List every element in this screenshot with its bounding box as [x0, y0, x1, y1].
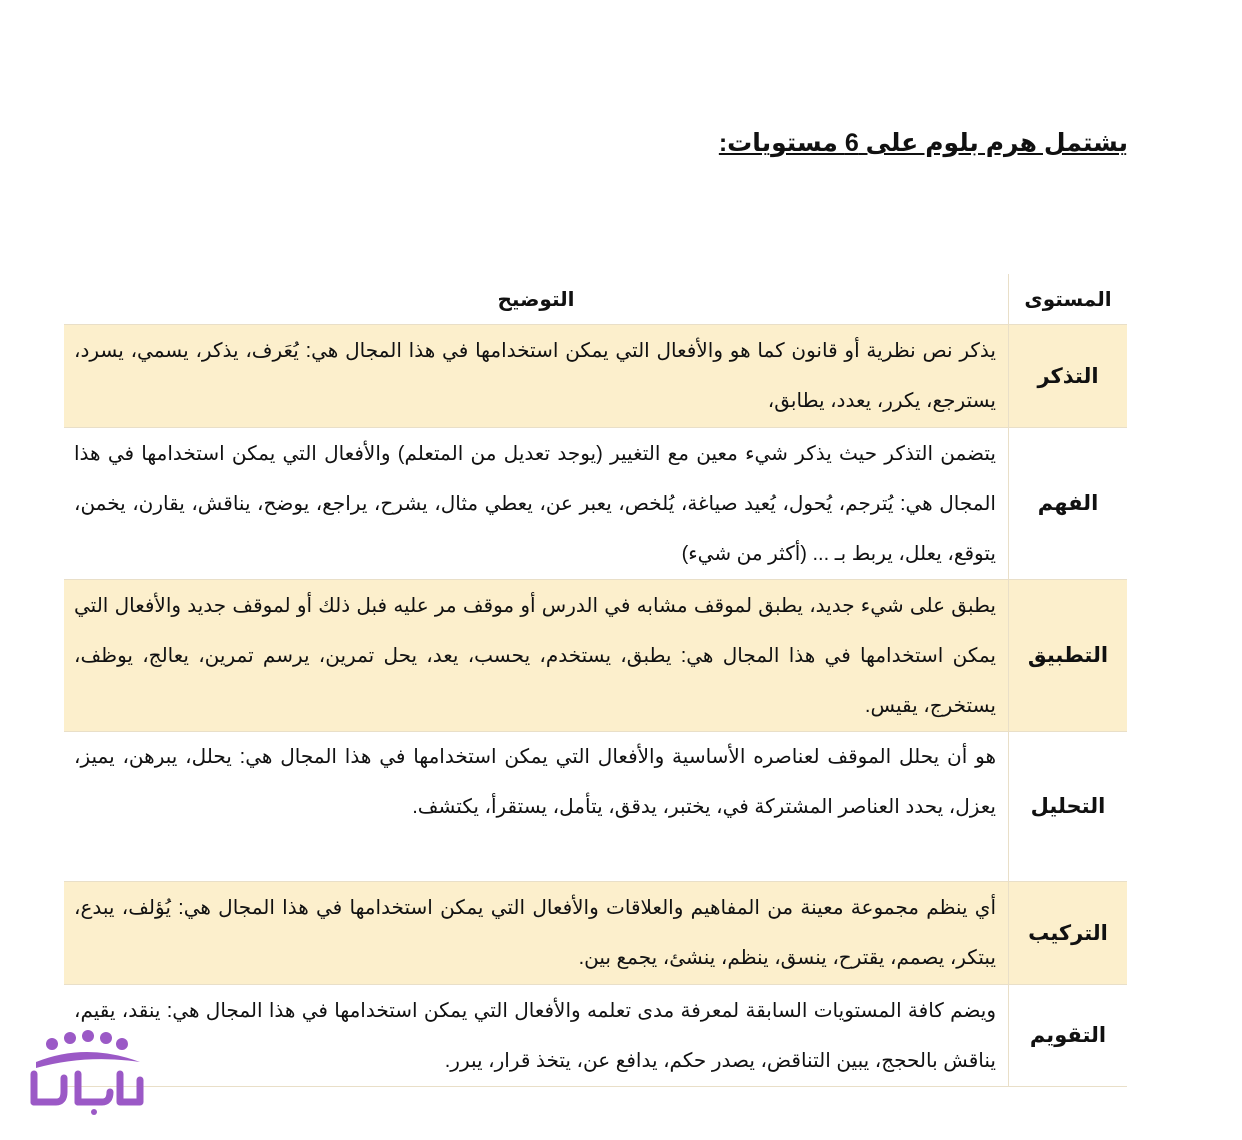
table-header-row	[64, 274, 1127, 325]
header-level: المستوى	[1009, 274, 1128, 325]
level-description: يذكر نص نظرية أو قانون كما هو والأفعال التي يمكن استخدامها في هذا المجال هي: يُعَرف، يذكر، يسمي، يسرد، يسترجع، يكرر، يعدد، يطابق،	[64, 325, 1009, 428]
level-name: التذكر	[1009, 325, 1128, 428]
level-name: التركيب	[1009, 882, 1128, 985]
level-description: أي ينظم مجموعة معينة من المفاهيم والعلاقات والأفعال التي يمكن استخدامها في هذا المجال هي: يُؤلف، يبدع، يبتكر، يصمم، يقترح، ينسق، ينظم، ينشئ، يجمع بين.	[64, 882, 1009, 985]
header-description: التوضيح	[64, 274, 1009, 325]
level-name: التقويم	[1009, 985, 1128, 1087]
level-name: التحليل	[1009, 732, 1128, 882]
table-row	[64, 428, 1127, 580]
table-row	[64, 580, 1127, 732]
table-row	[64, 985, 1127, 1087]
table-row	[64, 732, 1127, 882]
table-row	[64, 882, 1127, 985]
bloom-levels-table	[64, 274, 1127, 1087]
level-name: التطبيق	[1009, 580, 1128, 732]
level-description: يتضمن التذكر حيث يذكر شيء معين مع التغيير (يوجد تعديل من المتعلم) والأفعال التي يمكن استخدامها في هذا المجال هي: يُترجم، يُحول، يُعيد صياغة، يُلخص، يعبر عن، يعطي مثال، يشرح، يراجع، يوضح، يناقش، يقارن، يخمن، يتوقع، يعلل، يربط بـ ... (أكثر من شيء)	[64, 428, 1009, 580]
level-name: الفهم	[1009, 428, 1128, 580]
talabna-logo	[22, 1028, 150, 1116]
table-row	[64, 325, 1127, 428]
level-description: هو أن يحلل الموقف لعناصره الأساسية والأفعال التي يمكن استخدامها في هذا المجال هي: يحلل، يبرهن، يميز، يعزل، يحدد العناصر المشتركة في، يختبر، يدقق، يتأمل، يستقرأ، يكتشف.	[64, 732, 1009, 882]
level-description: يطبق على شيء جديد، يطبق لموقف مشابه في الدرس أو موقف مر عليه فبل ذلك أو لموقف جديد والأفعال التي يمكن استخدامها في هذا المجال هي: يطبق، يستخدم، يحسب، يعد، يحل تمرين، يرسم تمرين، يعالج، يوظف، يستخرج، يقيس.	[64, 580, 1009, 732]
level-description: ويضم كافة المستويات السابقة لمعرفة مدى تعلمه والأفعال التي يمكن استخدامها في هذا المجال هي: ينقد، يقيم، يناقش بالحجج، يبين التناقض، يصدر حكم، يدافع عن، يتخذ قرار، يبرر.	[64, 985, 1009, 1087]
page-heading: يشتمل هرم بلوم على 6 مستويات:	[718, 129, 1128, 157]
